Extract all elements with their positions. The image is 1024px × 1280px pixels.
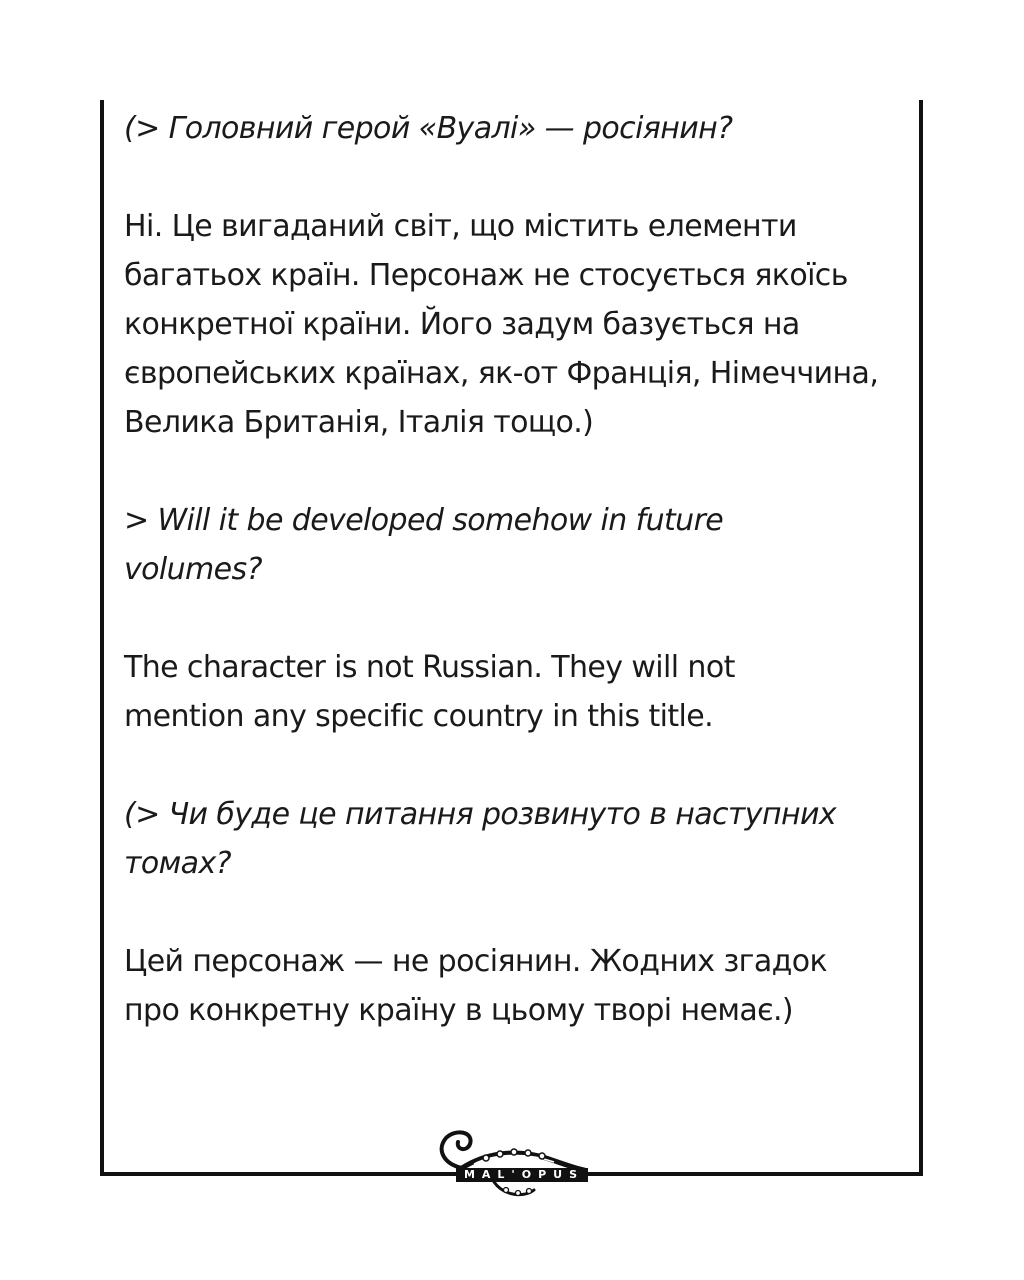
- answer-ukrainian-2: Цей персонаж — не росіянин. Жодних згадок про конкретну країну в цьому творі немає.): [124, 944, 828, 1028]
- question-ukrainian-1: (> Головний герой «Вуалі» — росіянин?: [124, 111, 733, 146]
- octopus-tentacle-icon: [434, 1124, 594, 1204]
- malopus-logo: [434, 1124, 594, 1204]
- document-body: [124, 104, 894, 1035]
- answer-english: The character is not Russian. They will not mention any specific country in this title.: [124, 650, 735, 734]
- answer-ukrainian-1: Ні. Це вигаданий світ, що містить елементи багатьох країн. Персонаж не стосується якоїсь конкретної країни. Його задум базується на європейських країнах, як-от Франція, Німеччина, Велика Британія, Італія тощо.): [124, 209, 879, 440]
- question-ukrainian-2: (> Чи буде це питання розвинуто в наступних томах?: [124, 797, 837, 881]
- question-english: > Will it be developed somehow in future volumes?: [124, 503, 724, 587]
- logo-wordmark: MAL'OPUS: [456, 1168, 588, 1182]
